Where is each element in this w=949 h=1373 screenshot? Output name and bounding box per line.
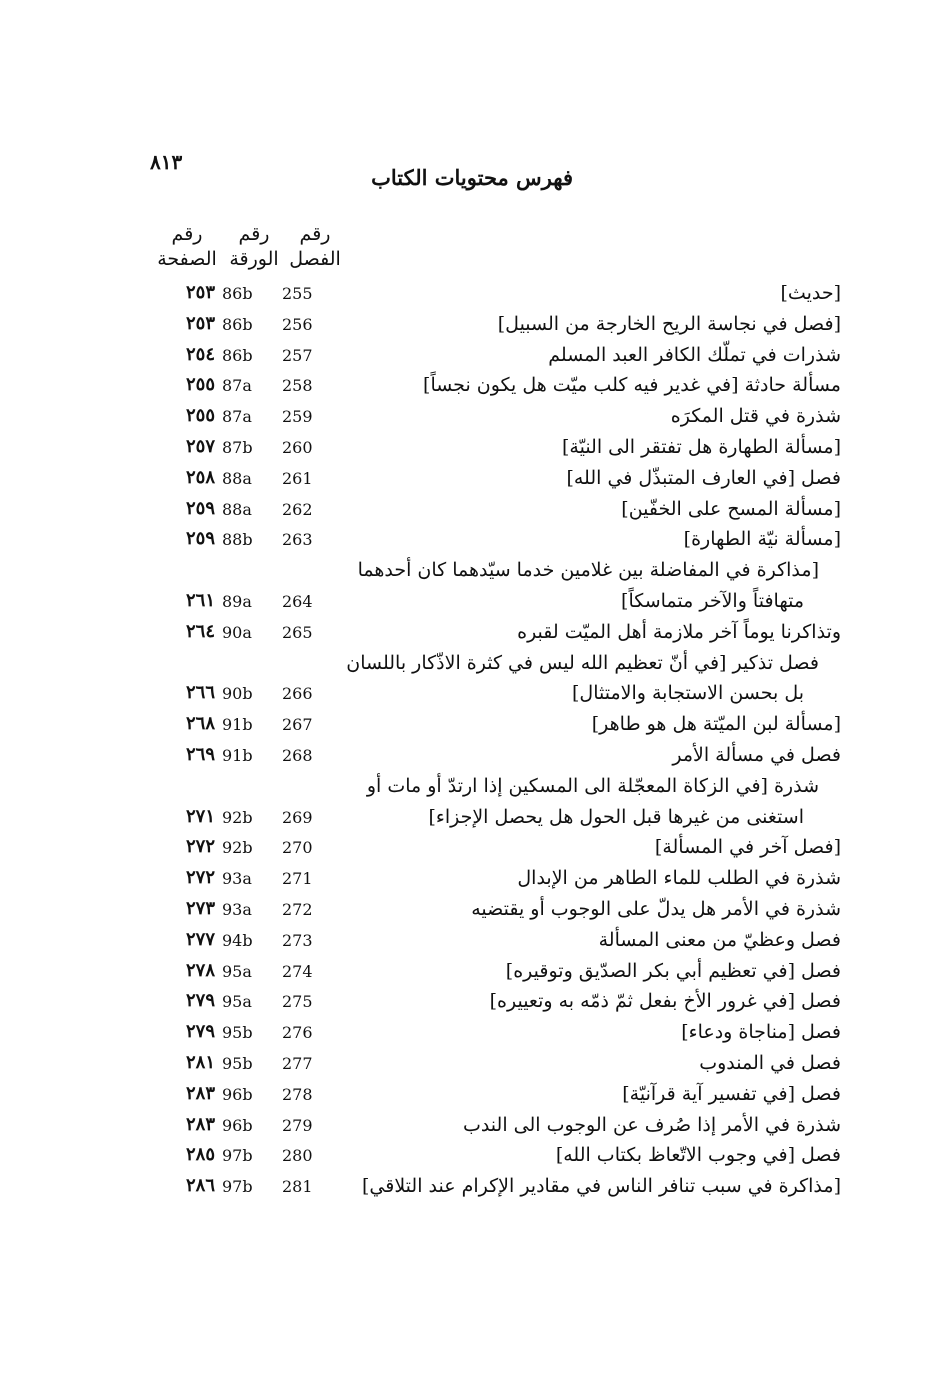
entry-folio-number: 87a	[222, 407, 252, 427]
entry-title: [فصل آخر في المسألة]	[654, 836, 841, 859]
column-header-chapter	[285, 222, 345, 272]
entry-folio-number: 88b	[222, 530, 253, 550]
entry-title: فصل في مسألة الأمر	[672, 744, 841, 766]
entry-title: فصل [في العارف المتبذّل في الله]	[566, 466, 841, 489]
contents-row	[0, 896, 949, 926]
entry-page-number: ٢٧٢	[185, 836, 215, 858]
entry-title: فصل [في غرور الأخ بفعل ثمّ ذمّه به وتعييره]	[489, 990, 841, 1013]
contents-row	[0, 342, 949, 372]
page-number: ٨١٣	[150, 150, 183, 174]
contents-row	[0, 711, 949, 741]
contents-row	[0, 1142, 949, 1172]
entry-folio-number: 89a	[222, 592, 252, 611]
column-header-chapter-line1: رقم	[299, 223, 331, 245]
entry-page-number: ٢٥٧	[185, 436, 215, 457]
entry-page-number: ٢٧٨	[185, 959, 215, 981]
entry-page-number: ٢٨٦	[185, 1175, 215, 1197]
entry-page-number: ٢٨٣	[185, 1113, 215, 1135]
contents-row	[0, 588, 949, 618]
entry-title: استغنى من غيرها قبل الحول هل يحصل الإجزاء]	[428, 805, 804, 828]
entry-chapter-number: 276	[282, 1023, 313, 1043]
entry-folio-number: 93a	[222, 900, 252, 919]
column-header-folio-line1: رقم	[238, 223, 270, 245]
entry-title: شذرة في قتل المكرَه	[670, 405, 841, 428]
entry-chapter-number: 256	[282, 314, 313, 334]
contents-row	[0, 988, 949, 1018]
entry-page-number: ٢٨١	[185, 1052, 215, 1073]
entry-page-number: ٢٧٩	[185, 990, 215, 1012]
contents-row	[0, 372, 949, 402]
entry-title: شذرات في تملّك الكافر العبد المسلم	[548, 343, 841, 366]
entry-page-number: ٢٥٩	[185, 497, 215, 519]
entry-page-number: ٢٦١	[185, 590, 215, 611]
entry-chapter-number: 255	[282, 284, 313, 303]
entry-chapter-number: 267	[282, 715, 313, 735]
entry-title: [مسألة لبن الميّتة هل هو طاهر]	[591, 713, 841, 736]
entry-page-number: ٢٧٩	[185, 1021, 215, 1043]
entry-title: [حديث]	[780, 282, 841, 304]
entry-chapter-number: 265	[282, 622, 313, 642]
contents-row	[0, 680, 949, 710]
entry-chapter-number: 262	[282, 499, 313, 519]
entry-page-number: ٢٧١	[185, 805, 215, 827]
entry-title: وتذاكرنا يوماً آخر ملازمة أهل الميّت لقبره	[517, 620, 841, 643]
entry-folio-number: 92b	[222, 838, 253, 858]
entry-page-number: ٢٨٥	[185, 1144, 215, 1166]
entry-chapter-number: 261	[282, 468, 313, 488]
entry-page-number: ٢٥٣	[185, 282, 215, 303]
contents-row	[0, 804, 949, 834]
contents-row	[0, 834, 949, 864]
contents-row	[0, 1112, 949, 1142]
entry-title: فصل [في تفسير آية قرآنيّة]	[622, 1082, 841, 1105]
entry-chapter-number: 274	[282, 961, 313, 981]
entry-title: فصل [مناجاة ودعاء]	[681, 1021, 841, 1044]
entry-page-number: ٢٥٩	[185, 528, 215, 550]
contents-row	[0, 619, 949, 649]
entry-folio-number: 87b	[222, 438, 253, 457]
column-header-page-line2: الصفحة	[157, 248, 217, 270]
entry-chapter-number: 281	[282, 1177, 313, 1197]
entry-title: فصل وعظيّ من معنى المسألة	[598, 928, 841, 951]
contents-row	[0, 1081, 949, 1111]
contents-row	[0, 1050, 949, 1080]
entry-chapter-number: 272	[282, 900, 313, 919]
contents-row	[0, 403, 949, 433]
column-header-page	[152, 222, 222, 272]
entry-folio-number: 92b	[222, 807, 253, 827]
contents-row	[0, 773, 949, 803]
contents-row	[0, 434, 949, 464]
column-header-chapter-line2: الفصل	[289, 248, 341, 270]
entry-page-number: ٢٧٧	[185, 928, 215, 950]
entry-folio-number: 95a	[222, 961, 252, 981]
entry-chapter-number: 278	[282, 1084, 313, 1104]
entry-title: شذرة في الأمر هل يدلّ على الوجوب أو يقتضيه	[471, 898, 841, 920]
entry-chapter-number: 266	[282, 684, 313, 704]
entry-folio-number: 95b	[222, 1023, 253, 1043]
entry-folio-number: 93a	[222, 869, 252, 889]
contents-row	[0, 927, 949, 957]
entry-page-number: ٢٨٣	[185, 1082, 215, 1104]
entry-page-number: ٢٥٥	[185, 405, 215, 427]
entry-title: متهافتاً والآخر متماسكاً]	[621, 590, 804, 612]
page-title: فهرس محتويات الكتاب	[371, 165, 573, 190]
entry-chapter-number: 271	[282, 869, 313, 889]
entry-folio-number: 87a	[222, 376, 252, 396]
entry-folio-number: 96b	[222, 1084, 253, 1104]
entry-chapter-number: 279	[282, 1115, 313, 1135]
entry-page-number: ٢٦٤	[185, 620, 215, 642]
entry-chapter-number: 257	[282, 345, 313, 365]
entry-page-number: ٢٦٩	[185, 744, 215, 765]
contents-row	[0, 496, 949, 526]
column-header-folio	[224, 222, 284, 272]
contents-row	[0, 650, 949, 680]
contents-row	[0, 280, 949, 310]
entry-chapter-number: 260	[282, 438, 313, 457]
entry-title: شذرة في الأمر إذا صُرف عن الوجوب الى الندب	[462, 1113, 841, 1136]
entry-title: فصل في المندوب	[699, 1052, 841, 1074]
entry-chapter-number: 270	[282, 838, 313, 858]
entry-page-number: ٢٥٨	[185, 466, 215, 488]
entry-folio-number: 91b	[222, 746, 253, 765]
entry-chapter-number: 269	[282, 807, 313, 827]
entry-chapter-number: 277	[282, 1054, 313, 1073]
entry-page-number: ٢٦٨	[185, 713, 215, 735]
entry-title: [فصل في نجاسة الريح الخارجة من السبيل]	[497, 312, 841, 335]
column-header-folio-line2: الورقة	[229, 248, 279, 270]
entry-folio-number: 97b	[222, 1177, 253, 1197]
contents-row	[0, 1173, 949, 1203]
entry-page-number: ٢٧٢	[185, 867, 215, 889]
entry-chapter-number: 259	[282, 407, 313, 427]
entry-folio-number: 90b	[222, 684, 253, 704]
entry-page-number: ٢٥٥	[185, 374, 215, 396]
contents-row	[0, 865, 949, 895]
entry-folio-number: 94b	[222, 930, 253, 950]
entry-title: [مسألة المسح على الخفّين]	[621, 497, 841, 520]
entry-folio-number: 86b	[222, 314, 253, 334]
column-header-page-line1: رقم	[171, 223, 203, 245]
entry-chapter-number: 258	[282, 376, 313, 396]
entry-folio-number: 96b	[222, 1115, 253, 1135]
contents-row	[0, 526, 949, 556]
entry-chapter-number: 268	[282, 746, 313, 765]
entry-page-number: ٢٦٦	[185, 682, 215, 704]
entry-title: [مذاكرة في المفاضلة بين غلامين خدما سيّدهما كان أحدهما	[357, 559, 819, 582]
entry-title: فصل [في تعظيم أبي بكر الصدّيق وتوقيره]	[505, 959, 841, 982]
entry-page-number: ٢٥٣	[185, 312, 215, 334]
entry-page-number: ٢٥٤	[185, 343, 215, 365]
entry-folio-number: 90a	[222, 622, 252, 642]
entry-folio-number: 88a	[222, 499, 252, 519]
entry-title: [مسألة نيّة الطهارة]	[683, 528, 841, 551]
entry-folio-number: 97b	[222, 1146, 253, 1166]
entry-chapter-number: 264	[282, 592, 313, 611]
entry-title: [مذاكرة في سبب تنافر الناس في مقادير الإكرام عند التلاقي]	[362, 1175, 841, 1198]
entry-folio-number: 86b	[222, 284, 253, 303]
contents-row	[0, 1019, 949, 1049]
entry-title: [مسألة الطهارة هل تفتقر الى النيّة]	[561, 436, 841, 458]
entry-chapter-number: 263	[282, 530, 313, 550]
entry-folio-number: 88a	[222, 468, 252, 488]
entry-title: فصل تذكير [في أنّ تعظيم الله ليس في كثرة الاذّكار باللسان	[346, 651, 819, 674]
entry-folio-number: 86b	[222, 345, 253, 365]
contents-row	[0, 311, 949, 341]
entry-page-number: ٢٧٣	[185, 898, 215, 919]
entry-folio-number: 91b	[222, 715, 253, 735]
contents-row	[0, 557, 949, 587]
contents-row	[0, 958, 949, 988]
entry-chapter-number: 273	[282, 930, 313, 950]
contents-row	[0, 465, 949, 495]
entry-chapter-number: 275	[282, 992, 313, 1012]
entry-folio-number: 95b	[222, 1054, 253, 1073]
entry-title: بل بحسن الاستجابة والامتثال]	[572, 682, 804, 705]
contents-row	[0, 742, 949, 772]
entry-folio-number: 95a	[222, 992, 252, 1012]
entry-title: شذرة في الطلب للماء الطاهر من الإبدال	[517, 867, 841, 890]
entry-chapter-number: 280	[282, 1146, 313, 1166]
entry-title: فصل [في وجوب الاتّعاظ بكتاب الله]	[555, 1144, 841, 1167]
entry-title: مسألة حادثة [في غدير فيه كلب ميّت هل يكون نجساً]	[423, 374, 841, 397]
entry-title: شذرة [في الزكاة المعجّلة الى المسكين إذا ارتدّ أو مات أو	[366, 774, 819, 797]
